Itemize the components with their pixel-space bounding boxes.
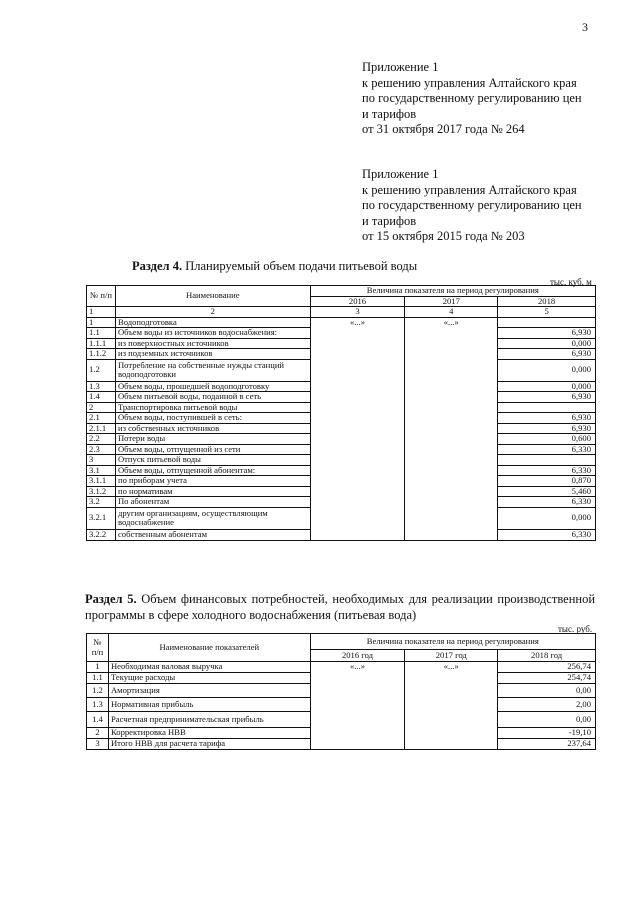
value-2018: 0,000 (498, 381, 596, 392)
header-period: Величина показателя на период регулирования (310, 286, 595, 297)
row-number: 2.2 (87, 434, 116, 445)
value-2018: 6,930 (498, 413, 596, 424)
value-2018: 237,64 (498, 739, 596, 750)
appendix-previous (362, 167, 582, 245)
row-number: 3.1 (87, 465, 116, 476)
row-name: Объем питьевой воды, поданной в сеть (115, 392, 310, 403)
row-number: 3.2 (87, 497, 116, 508)
row-name: из поверхностных источников (115, 338, 310, 349)
row-name: Расчетная предпринимательская прибыль (108, 712, 310, 728)
appendix-line: и тарифов (362, 106, 417, 121)
value-2018: -19,10 (498, 728, 596, 739)
appendix-line: от 15 октября 2015 года № 203 (362, 229, 525, 243)
value-2018: 6,930 (498, 392, 596, 403)
row-name: Транспортировка питьевой воды (115, 402, 310, 413)
value-2018: 6,330 (498, 497, 596, 508)
placeholder-2017: «...» (405, 662, 498, 750)
value-2018 (498, 455, 596, 466)
header-year: 2018 (498, 296, 596, 307)
value-2018: 0,000 (498, 338, 596, 349)
row-number: 3.1.2 (87, 486, 116, 497)
row-name: по нормативам (115, 486, 310, 497)
header-period: Величина показателя на период регулирования (310, 634, 595, 650)
header-year: 2017 год (405, 650, 498, 662)
value-2018: 0,000 (498, 359, 596, 381)
section4-heading (132, 259, 417, 274)
row-number: 1 (87, 317, 116, 328)
row-name: Объем воды, отпущенной из сети (115, 444, 310, 455)
value-2018: 5,460 (498, 486, 596, 497)
row-number: 2.1 (87, 413, 116, 424)
row-number: 2.3 (87, 444, 116, 455)
row-name: Потребление на собственные нужды станций водоподготовки (115, 359, 310, 381)
header-index: 3 (310, 307, 405, 318)
row-number: 3 (87, 739, 109, 750)
header-num: № п/п (87, 286, 116, 307)
row-number: 2 (87, 402, 116, 413)
appendix-line: к решению управления Алтайского края (362, 182, 577, 197)
header-index: 4 (405, 307, 498, 318)
section5-unit: тыс. руб. (558, 624, 593, 634)
header-num: № п/п (87, 634, 109, 662)
value-2018: 0,00 (498, 684, 596, 698)
placeholder-2016: «...» (310, 662, 405, 750)
page-number: 3 (582, 20, 588, 34)
row-number: 1.4 (87, 392, 116, 403)
row-name: Потери воды (115, 434, 310, 445)
header-year: 2017 (405, 296, 498, 307)
section4-unit: тыс. куб. м (550, 277, 592, 287)
section4-label: Раздел 4. (132, 259, 183, 273)
placeholder-2017: «...» (405, 317, 498, 540)
header-index: 2 (115, 307, 310, 318)
header-year: 2016 (310, 296, 405, 307)
row-number: 1.1.2 (87, 349, 116, 360)
appendix-current (362, 60, 582, 138)
appendix-line: по государственному регулированию цен (362, 198, 582, 212)
appendix-line: от 31 октября 2017 года № 264 (362, 122, 525, 136)
header-year: 2016 год (310, 650, 405, 662)
row-number: 1 (87, 662, 109, 673)
value-2018: 6,330 (498, 444, 596, 455)
header-name: Наименование (115, 286, 310, 307)
row-number: 1.1.1 (87, 338, 116, 349)
row-name: по приборам учета (115, 476, 310, 487)
header-name: Наименование показателей (108, 634, 310, 662)
row-number: 3.2.2 (87, 529, 116, 540)
appendix-line: Приложение 1 (362, 60, 439, 74)
header-index: 1 (87, 307, 116, 318)
row-number: 3.2.1 (87, 507, 116, 529)
row-name: Объем воды, прошедшей водоподготовку (115, 381, 310, 392)
row-name: Корректировка НВВ (108, 728, 310, 739)
value-2018 (498, 317, 596, 328)
value-2018: 256,74 (498, 662, 596, 673)
value-2018: 2,00 (498, 698, 596, 712)
value-2018 (498, 402, 596, 413)
row-number: 3 (87, 455, 116, 466)
row-number: 2 (87, 728, 109, 739)
appendix-line: и тарифов (362, 213, 417, 228)
header-year: 2018 год (498, 650, 596, 662)
row-name: Объем воды из источников водоснабжения: (115, 328, 310, 339)
value-2018: 6,330 (498, 465, 596, 476)
row-name: из подземных источников (115, 349, 310, 360)
table-row (87, 317, 596, 328)
appendix-line: по государственному регулированию цен (362, 91, 582, 105)
row-name: собственным абонентам (115, 529, 310, 540)
table-row (87, 662, 596, 673)
row-number: 1.3 (87, 381, 116, 392)
section5-label: Раздел 5. (85, 592, 137, 606)
appendix-line: к решению управления Алтайского края (362, 75, 577, 90)
value-2018: 6,930 (498, 423, 596, 434)
row-number: 1.1 (87, 328, 116, 339)
row-name: Объем воды, поступившей в сеть: (115, 413, 310, 424)
row-name: Необходимая валовая выручка (108, 662, 310, 673)
row-number: 2.1.1 (87, 423, 116, 434)
section5-title: Объем финансовых потребностей, необходимых для реализации производственной программы в сфере холодного водоснабжения (питьевая вода) (85, 592, 596, 622)
row-number: 1.3 (87, 698, 109, 712)
row-name: Водоподготовка (115, 317, 310, 328)
value-2018: 0,00 (498, 712, 596, 728)
row-name: Итого НВВ для расчета тарифа (108, 739, 310, 750)
row-name: Отпуск питьевой воды (115, 455, 310, 466)
value-2018: 6,930 (498, 328, 596, 339)
value-2018: 0,600 (498, 434, 596, 445)
row-name: Амортизация (108, 684, 310, 698)
row-name: Текущие расходы (108, 673, 310, 684)
row-name: Объем воды, отпущенной абонентам: (115, 465, 310, 476)
header-index: 5 (498, 307, 596, 318)
row-name: Нормативная прибыль (108, 698, 310, 712)
section5-heading (85, 591, 595, 623)
row-name: из собственных источников (115, 423, 310, 434)
value-2018: 6,330 (498, 529, 596, 540)
row-number: 1.1 (87, 673, 109, 684)
section4-table (86, 285, 596, 541)
row-name: По абонентам (115, 497, 310, 508)
section4-title: Планируемый объем подачи питьевой воды (185, 259, 418, 273)
placeholder-2016: «...» (310, 317, 405, 540)
value-2018: 0,000 (498, 507, 596, 529)
row-number: 1.4 (87, 712, 109, 728)
value-2018: 6,930 (498, 349, 596, 360)
value-2018: 254,74 (498, 673, 596, 684)
appendix-line: Приложение 1 (362, 167, 439, 181)
row-name: другим организациям, осуществляющим водоснабжение (115, 507, 310, 529)
row-number: 3.1.1 (87, 476, 116, 487)
value-2018: 0,870 (498, 476, 596, 487)
section5-table (86, 633, 596, 750)
row-number: 1.2 (87, 684, 109, 698)
row-number: 1.2 (87, 359, 116, 381)
